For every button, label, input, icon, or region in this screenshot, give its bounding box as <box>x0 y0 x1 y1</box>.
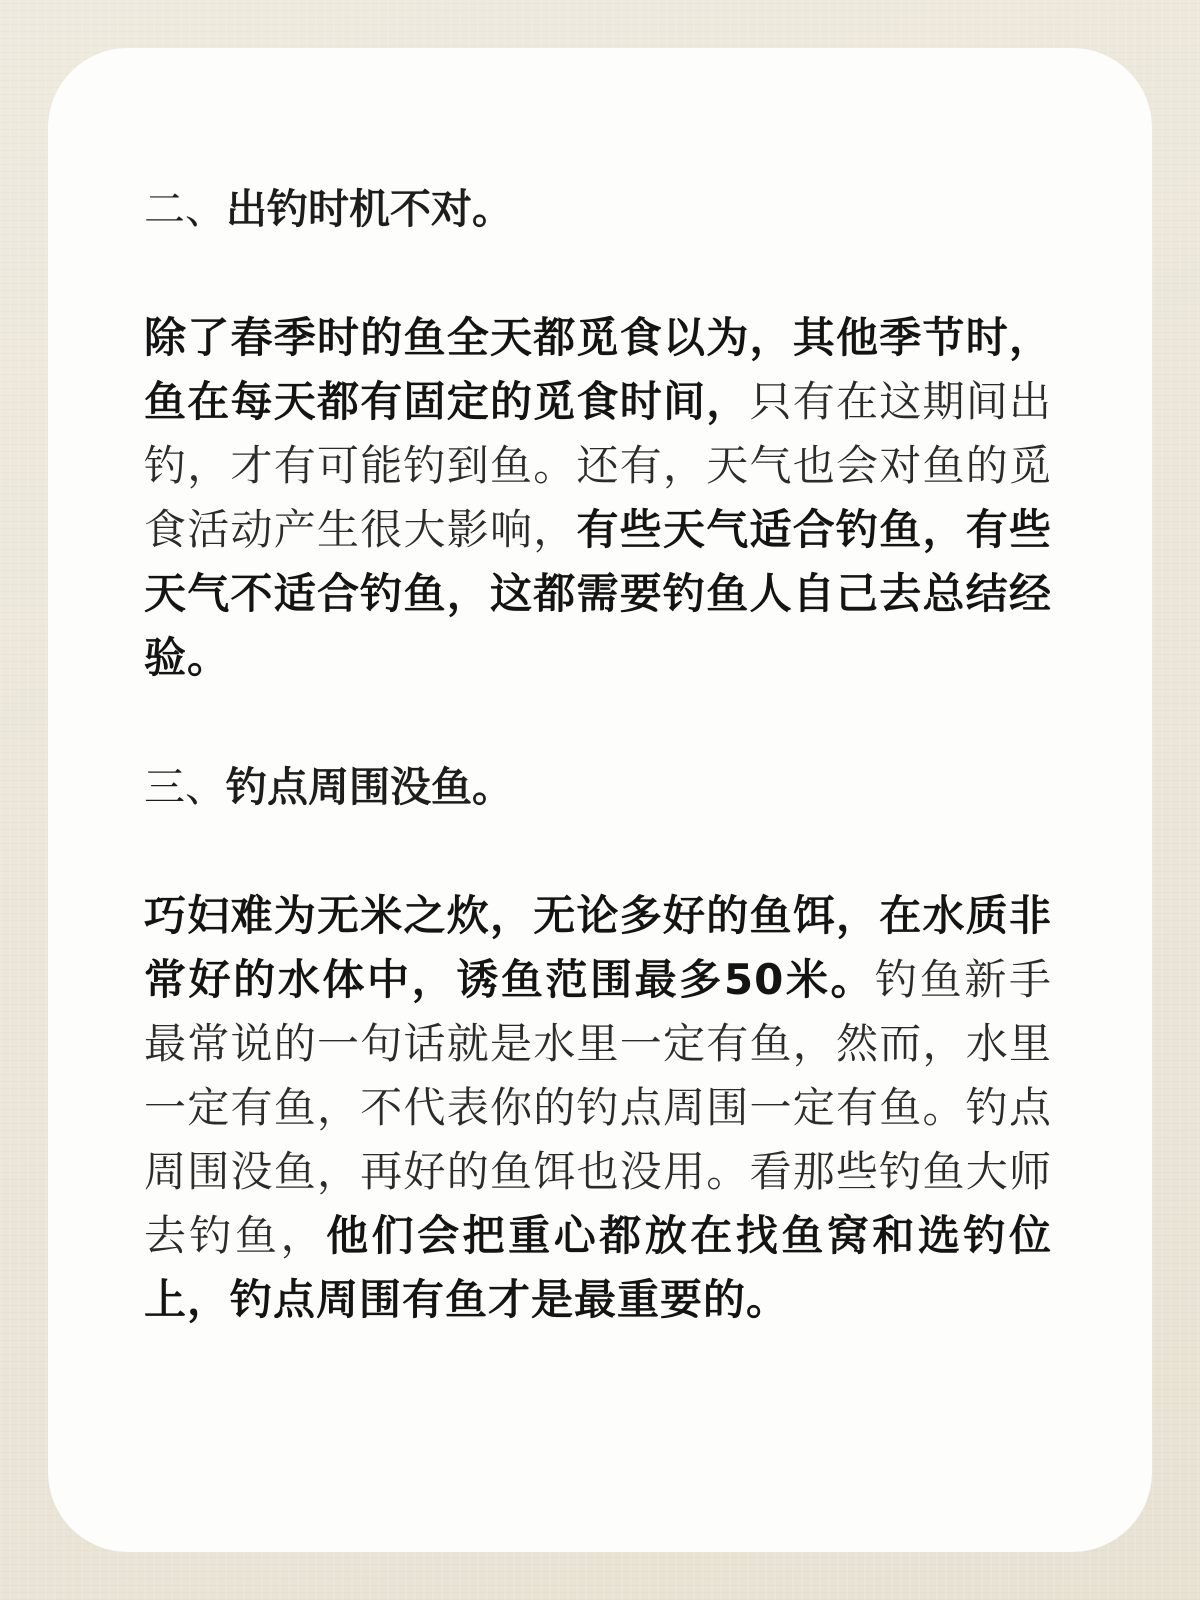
paragraph-run: 钓鱼新手最常说的一句话就是水里一定有鱼，然而，水里一定有鱼，不代表你的钓点周围一定有鱼。钓点周围没鱼，再好的鱼饵也没用。看那些钓鱼大师去钓鱼， <box>144 955 1052 1260</box>
section-heading-3 <box>144 754 1052 820</box>
section-heading-2 <box>144 176 1052 242</box>
paragraph-bold-run: 巧妇难为无米之炊，无论多好的鱼饵，在水质非常好的水体中，诱鱼范围最多50米。 <box>144 891 1052 1004</box>
section-heading-text: 钓点周围没鱼。 <box>226 763 513 811</box>
section-heading-text: 出钓时机不对。 <box>226 185 513 233</box>
paragraph-bold-run: 他们会把重心都放在找鱼窝和选钓位上，钓点周围有鱼才是最重要的。 <box>144 1211 1052 1324</box>
paragraph-bold-run: 有些天气适合钓鱼，有些天气不适合钓鱼，这都需要钓鱼人自己去总结经验。 <box>144 505 1052 682</box>
paragraph-bold-run: 除了春季时的鱼全天都觅食以为，其他季节时，鱼在每天都有固定的觅食时间， <box>144 313 1052 426</box>
article-card <box>48 48 1152 1552</box>
section-heading-prefix: 三、 <box>144 763 226 811</box>
section-paragraph-2 <box>144 306 1052 690</box>
paragraph-run: 只有在这期间出钓，才有可能钓到鱼。还有，天气也会对鱼的觅食活动产生很大影响， <box>144 377 1052 554</box>
section-heading-prefix: 二、 <box>144 185 226 233</box>
section-paragraph-3 <box>144 884 1052 1332</box>
